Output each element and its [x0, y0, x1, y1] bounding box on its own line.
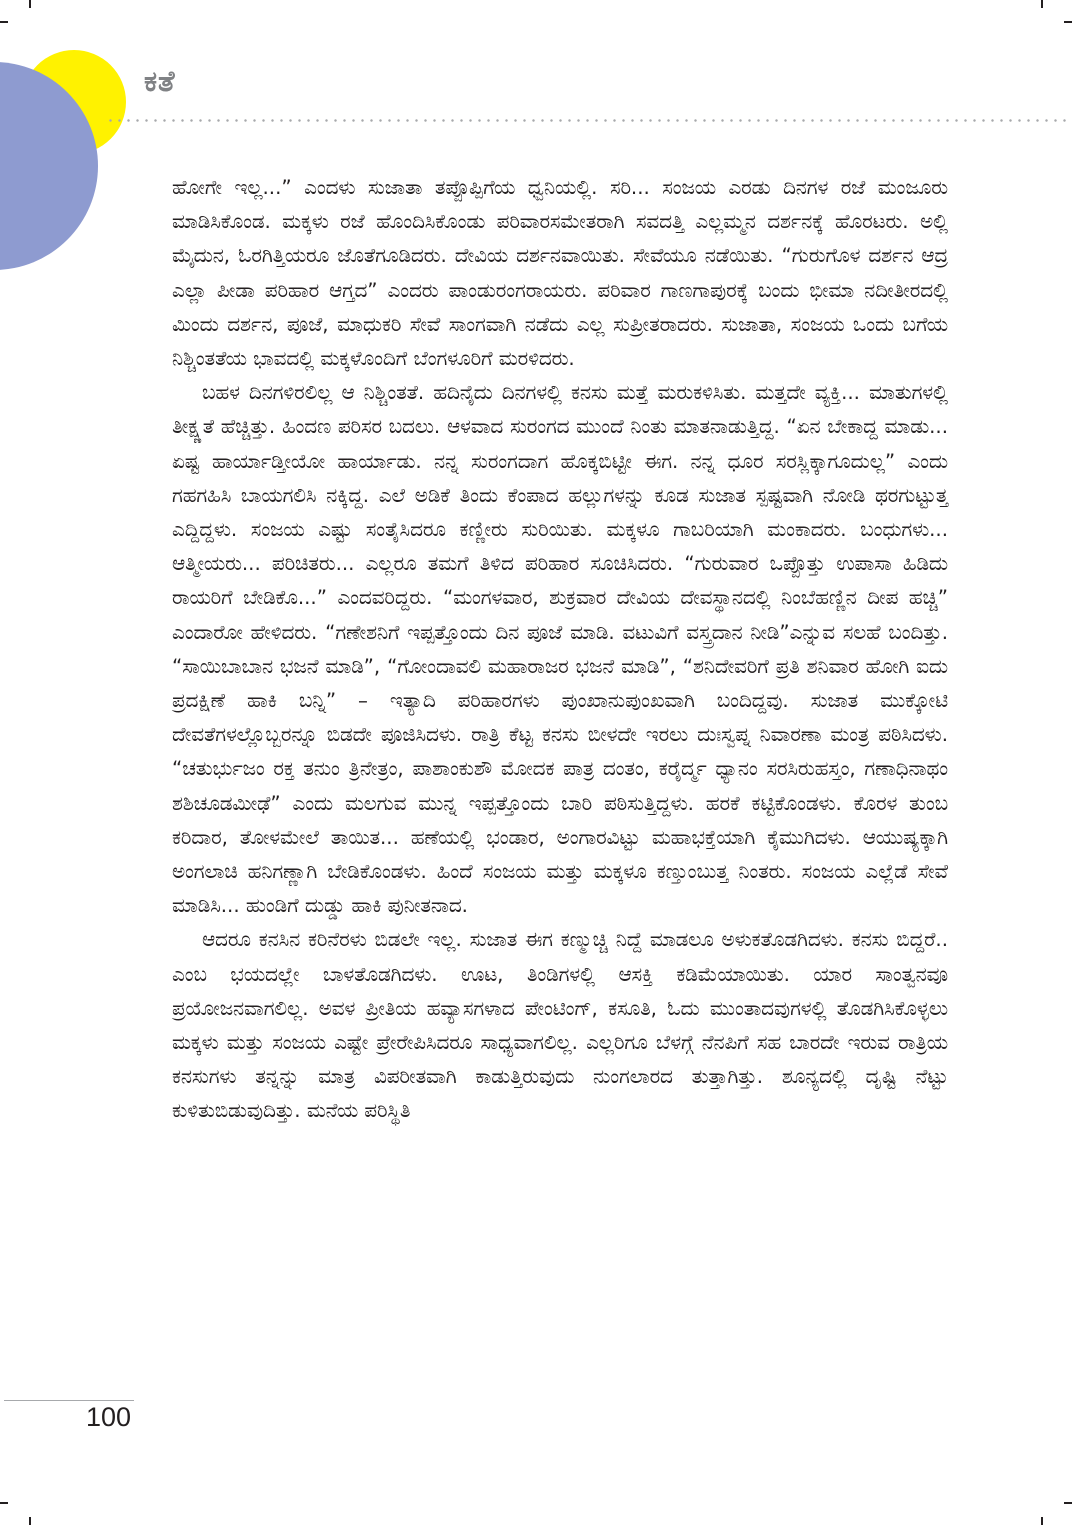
crop-mark-top-right-vertical	[1041, 0, 1043, 8]
crop-mark-bottom-left-horizontal	[0, 1502, 8, 1504]
paragraph: ಆದರೂ ಕನಸಿನ ಕರಿನೆರಳು ಬಿಡಲೇ ಇಲ್ಲ. ಸುಜಾತ ಈಗ ಕಣ್ಮುಚ್ಚಿ ನಿದ್ದೆ ಮಾಡಲೂ ಅಳುಕತೊಡಗಿದಳು. ಕನಸು ಬಿದ್ದರೆ.. ಎಂಬ ಭಯದಲ್ಲೇ ಬಾಳತೊಡಗಿದಳು. ಊಟ, ತಿಂಡಿಗಳಲ್ಲಿ ಆಸಕ್ತಿ ಕಡಿಮೆಯಾಯಿತು. ಯಾರ ಸಾಂತ್ವನವೂ ಪ್ರಯೋಜನವಾಗಲಿಲ್ಲ. ಅವಳ ಪ್ರೀತಿಯ ಹವ್ಯಾಸಗಳಾದ ಪೇಂಟಿಂಗ್, ಕಸೂತಿ, ಓದು ಮುಂತಾದವುಗಳಲ್ಲಿ ತೊಡಗಿಸಿಕೊಳ್ಳಲು ಮಕ್ಕಳು ಮತ್ತು ಸಂಜಯ ಎಷ್ಟೇ ಪ್ರೇರೇಪಿಸಿದರೂ ಸಾಧ್ಯವಾಗಲಿಲ್ಲ. ಎಲ್ಲರಿಗೂ ಬೆಳಗ್ಗೆ ನೆನಪಿಗೆ ಸಹ ಬಾರದೇ ಇರುವ ರಾತ್ರಿಯ ಕನಸುಗಳು ತನ್ನನ್ನು ಮಾತ್ರ ವಿಪರೀತವಾಗಿ ಕಾಡುತ್ತಿರುವುದು ನುಂಗಲಾರದ ತುತ್ತಾಗಿತ್ತು. ಶೂನ್ಯದಲ್ಲಿ ದೃಷ್ಟಿ ನೆಟ್ಟು ಕುಳಿತುಬಿಡುವುದಿತ್ತು. ಮನೆಯ ಪರಿಸ್ಥಿತಿ	[172, 928, 948, 1123]
crop-mark-top-left-vertical	[29, 0, 31, 8]
paragraph: ಹೋಗೇ ಇಲ್ಲ...” ಎಂದಳು ಸುಜಾತಾ ತಪ್ಪೊಪ್ಪಿಗೆಯ ಧ್ವನಿಯಲ್ಲಿ. ಸರಿ... ಸಂಜಯ ಎರಡು ದಿನಗಳ ರಜೆ ಮಂಜೂರು ಮಾಡಿಸಿಕೊಂಡ. ಮಕ್ಕಳು ರಜೆ ಹೊಂದಿಸಿಕೊಂಡು ಪರಿವಾರಸಮೇತರಾಗಿ ಸವದತ್ತಿ ಎಲ್ಲಮ್ಮನ ದರ್ಶನಕ್ಕೆ ಹೊರಟರು. ಅಲ್ಲಿ ಮೈದುನ, ಓರಗಿತ್ತಿಯರೂ ಜೊತೆಗೂಡಿದರು. ದೇವಿಯ ದರ್ಶನವಾಯಿತು. ಸೇವೆಯೂ ನಡೆಯಿತು. “ಗುರುಗೊಳ ದರ್ಶನ ಆದ್ರ ಎಲ್ಲಾ ಪೀಡಾ ಪರಿಹಾರ ಆಗ್ತದ” ಎಂದರು ಪಾಂಡುರಂಗರಾಯರು. ಪರಿವಾರ ಗಾಣಗಾಪುರಕ್ಕೆ ಬಂದು ಭೀಮಾ ನದೀತೀರದಲ್ಲಿ ಮಿಂದು ದರ್ಶನ, ಪೂಜೆ, ಮಾಧುಕರಿ ಸೇವೆ ಸಾಂಗವಾಗಿ ನಡೆದು ಎಲ್ಲ ಸುಪ್ರೀತರಾದರು. ಸುಜಾತಾ, ಸಂಜಯ ಒಂದು ಬಗೆಯ ನಿಶ್ಚಿಂತತೆಯ ಭಾವದಲ್ಲಿ ಮಕ್ಕಳೊಂದಿಗೆ ಬೆಂಗಳೂರಿಗೆ ಮರಳಿದರು.	[172, 176, 948, 371]
crop-mark-bottom-right-vertical	[1041, 1517, 1043, 1525]
page-number: 100	[86, 1402, 132, 1432]
paragraph: ಬಹಳ ದಿನಗಳಿರಲಿಲ್ಲ ಆ ನಿಶ್ಚಿಂತತೆ. ಹದಿನೈದು ದಿನಗಳಲ್ಲಿ ಕನಸು ಮತ್ತೆ ಮರುಕಳಿಸಿತು. ಮತ್ತದೇ ವ್ಯಕ್ತಿ... ಮಾತುಗಳಲ್ಲಿ ತೀಕ್ಷ್ಣತೆ ಹೆಚ್ಚಿತ್ತು. ಹಿಂದಣ ಪರಿಸರ ಬದಲು. ಆಳವಾದ ಸುರಂಗದ ಮುಂದೆ ನಿಂತು ಮಾತನಾಡುತ್ತಿದ್ದ. “ಏನ ಬೇಕಾದ್ದ ಮಾಡು... ಏಷ್ಟ ಹಾರ್ಯಾಡ್ತೀಯೋ ಹಾರ್ಯಾಡು. ನನ್ನ ಸುರಂಗದಾಗ ಹೊಕ್ಕಬಿಟ್ಟೀ ಈಗ. ನನ್ನ ಧೂರ ಸರಸ್ಲಿಕ್ಕಾಗೂದುಲ್ಲ” ಎಂದು ಗಹಗಹಿಸಿ ಬಾಯಗಲಿಸಿ ನಕ್ಕಿದ್ದ. ಎಲೆ ಅಡಿಕೆ ತಿಂದು ಕೆಂಪಾದ ಹಲ್ಲುಗಳನ್ನು ಕೂಡ ಸುಜಾತ ಸ್ಪಷ್ಟವಾಗಿ ನೋಡಿ ಥರಗುಟ್ಟುತ್ತ ಎದ್ದಿದ್ದಳು. ಸಂಜಯ ಎಷ್ಟು ಸಂತೈಸಿದರೂ ಕಣ್ಣೀರು ಸುರಿಯಿತು. ಮಕ್ಕಳೂ ಗಾಬರಿಯಾಗಿ ಮಂಕಾದರು. ಬಂಧುಗಳು... ಆತ್ಮೀಯರು... ಪರಿಚಿತರು... ಎಲ್ಲರೂ ತಮಗೆ ತಿಳಿದ ಪರಿಹಾರ ಸೂಚಿಸಿದರು. “ಗುರುವಾರ ಒಪ್ಪೊತ್ತು ಉಪಾಸಾ ಹಿಡಿದು ರಾಯರಿಗೆ ಬೇಡಿಕೊ...” ಎಂದವರಿದ್ದರು. “ಮಂಗಳವಾರ, ಶುಕ್ರವಾರ ದೇವಿಯ ದೇವಸ್ಥಾನದಲ್ಲಿ ನಿಂಬೆಹಣ್ಣಿನ ದೀಪ ಹಚ್ಚಿ” ಎಂದಾರೋ ಹೇಳಿದರು. “ಗಣೇಶನಿಗೆ ಇಪ್ಪತ್ತೊಂದು ದಿನ ಪೂಜೆ ಮಾಡಿ. ವಟುವಿಗೆ ವಸ್ತ್ರದಾನ ನೀಡಿ”ಎನ್ನುವ ಸಲಹೆ ಬಂದಿತ್ತು. “ಸಾಯಿಬಾಬಾನ ಭಜನೆ ಮಾಡಿ”, “ಗೋಂದಾವಲಿ ಮಹಾರಾಜರ ಭಜನೆ ಮಾಡಿ”, “ಶನಿದೇವರಿಗೆ ಪ್ರತಿ ಶನಿವಾರ ಹೋಗಿ ಐದು ಪ್ರದಕ್ಷಿಣೆ ಹಾಕಿ ಬನ್ನಿ” – ಇತ್ಯಾದಿ ಪರಿಹಾರಗಳು ಪುಂಖಾನುಪುಂಖವಾಗಿ ಬಂದಿದ್ದವು. ಸುಜಾತ ಮುಕ್ಕೋಟಿ ದೇವತೆಗಳಲ್ಲೊಬ್ಬರನ್ನೂ ಬಿಡದೇ ಪೂಜಿಸಿದಳು. ರಾತ್ರಿ ಕೆಟ್ಟ ಕನಸು ಬೀಳದೇ ಇರಲು ದುಃಸ್ವಪ್ನ ನಿವಾರಣಾ ಮಂತ್ರ ಪಠಿಸಿದಳು. “ಚತುರ್ಭುಜಂ ರಕ್ತ ತನುಂ ತ್ರಿನೇತ್ರಂ, ಪಾಶಾಂಕುಶೌ ಮೋದಕ ಪಾತ್ರ ದಂತಂ, ಕರೈರ್ದ್ಮ ಧ್ಯಾನಂ ಸರಸಿರುಹಸ್ತಂ, ಗಣಾಧಿನಾಥಂ ಶಶಿಚೂಡಮೀಢೆ” ಎಂದು ಮಲಗುವ ಮುನ್ನ ಇಪ್ಪತ್ತೊಂದು ಬಾರಿ ಪಠಿಸುತ್ತಿದ್ದಳು. ಹರಕೆ ಕಟ್ಟಿಕೊಂಡಳು. ಕೊರಳ ತುಂಬ ಕರಿದಾರ, ತೋಳಮೇಲೆ ತಾಯಿತ... ಹಣೆಯಲ್ಲಿ ಭಂಡಾರ, ಅಂಗಾರವಿಟ್ಟು ಮಹಾಭಕ್ತೆಯಾಗಿ ಕೈಮುಗಿದಳು. ಆಯುಷ್ಯಕ್ಕಾಗಿ ಅಂಗಲಾಚಿ ಹನಿಗಣ್ಣಾಗಿ ಬೇಡಿಕೊಂಡಳು. ಹಿಂದೆ ಸಂಜಯ ಮತ್ತು ಮಕ್ಕಳೂ ಕಣ್ತುಂಬುತ್ತ ನಿಂತರು. ಸಂಜಯ ಎಲ್ಲೆಡೆ ಸೇವೆ ಮಾಡಿಸಿ... ಹುಂಡಿಗೆ ದುಡ್ಡು ಹಾಕಿ ಪುನೀತನಾದ.	[172, 381, 948, 918]
section-title: ಕತೆ	[144, 64, 176, 98]
page-number-rule	[4, 1400, 134, 1401]
crop-mark-bottom-left-vertical	[29, 1517, 31, 1525]
story-body	[172, 171, 948, 1129]
crop-mark-top-right-horizontal	[1064, 21, 1072, 23]
dotted-header-rule	[106, 119, 1066, 122]
crop-mark-bottom-right-horizontal	[1064, 1502, 1072, 1504]
crop-mark-top-left-horizontal	[0, 21, 8, 23]
